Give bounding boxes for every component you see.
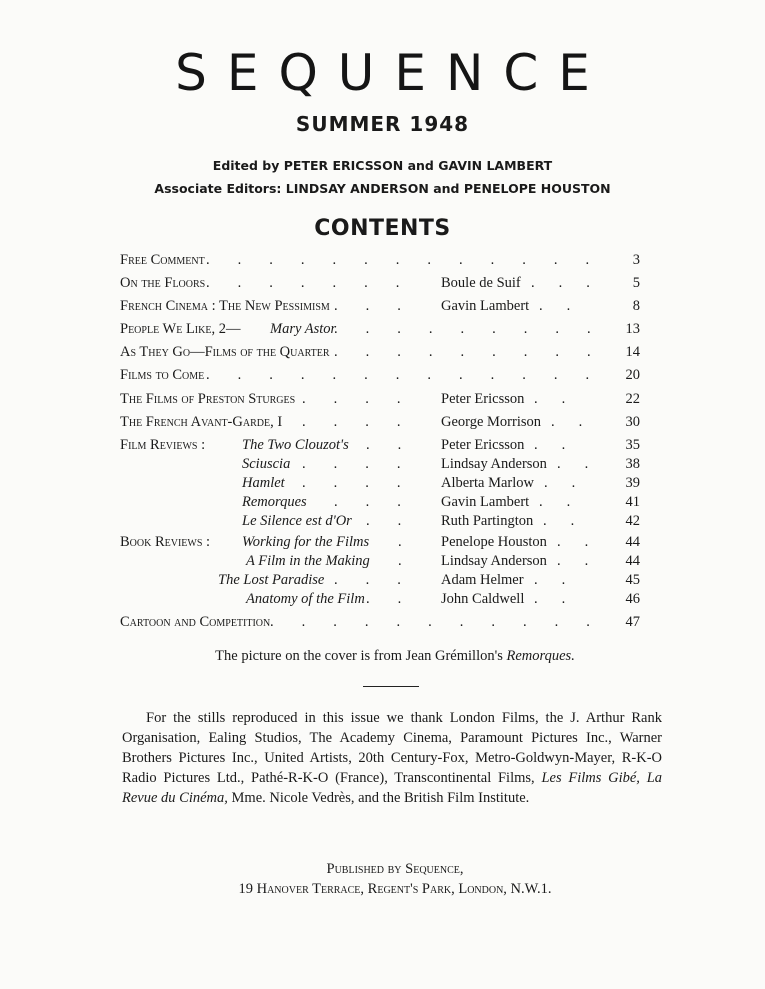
- toc-page-number: 3: [632, 252, 640, 268]
- toc-section-label: People We Like, 2—: [120, 321, 241, 337]
- toc-leader-dots: ..: [366, 591, 430, 607]
- cover-note: [0, 648, 765, 665]
- toc-row: [120, 591, 640, 611]
- toc-row: [120, 475, 640, 495]
- toc-work-title: A Film in the Making: [246, 553, 370, 569]
- acknowledgements-italic: Les Films Gibé, La Revue du Cinéma,: [122, 770, 663, 806]
- toc-page-number: 44: [625, 553, 640, 569]
- toc-author: Gavin Lambert: [441, 298, 530, 314]
- toc-author: Lindsay Anderson: [441, 553, 547, 569]
- toc-section-label: Book Reviews :: [120, 534, 211, 550]
- toc-work-title: Mary Astor: [270, 321, 337, 337]
- toc-leader-dots: .: [398, 534, 430, 550]
- toc-leader-dots: ....: [302, 414, 429, 430]
- toc-page-number: 5: [632, 275, 640, 291]
- toc-page-number: 20: [625, 367, 640, 383]
- toc-work-title: Le Silence est d'Or: [242, 513, 352, 529]
- toc-row: [120, 367, 640, 387]
- toc-leader-dots: ..: [551, 414, 607, 430]
- toc-leader-dots: ..: [539, 298, 595, 314]
- toc-leader-dots: ..: [557, 534, 613, 550]
- toc-leader-dots: .............: [206, 367, 618, 383]
- toc-row: [120, 252, 640, 272]
- publisher-line: Published by Sequence,: [326, 861, 464, 877]
- toc-author: Ruth Partington: [441, 513, 534, 529]
- toc-page-number: 14: [625, 344, 640, 360]
- toc-author: Gavin Lambert: [441, 494, 530, 510]
- toc-leader-dots: ..: [534, 437, 590, 453]
- toc-row: [120, 391, 640, 411]
- toc-author: Boule de Suif: [441, 275, 521, 291]
- toc-leader-dots: .........: [334, 321, 619, 337]
- toc-section-label: Film Reviews :: [120, 437, 206, 453]
- toc-leader-dots: ...........: [270, 614, 618, 630]
- toc-leader-dots: ..: [543, 513, 599, 529]
- toc-author: Alberta Marlow: [441, 475, 535, 491]
- toc-leader-dots: ..: [366, 437, 430, 453]
- editors-block: [0, 154, 765, 200]
- toc-leader-dots: .............: [206, 252, 618, 268]
- toc-work-title: Sciuscia: [242, 456, 291, 472]
- toc-leader-dots: ...: [334, 298, 429, 314]
- toc-section-label: The Films of Preston Sturges: [120, 391, 296, 407]
- cover-note-text: The picture on the cover is from Jean Grémillon's: [215, 648, 503, 664]
- toc-leader-dots: .........: [334, 344, 619, 360]
- toc-author: Penelope Houston: [441, 534, 547, 550]
- toc-author: George Morrison: [441, 414, 542, 430]
- toc-section-label: French Cinema : The New Pessimism: [120, 298, 330, 314]
- toc-page-number: 35: [625, 437, 640, 453]
- toc-page-number: 47: [625, 614, 640, 630]
- divider-rule: [363, 686, 419, 687]
- toc-section-label: The French Avant-Garde, I: [120, 414, 283, 430]
- toc-row: [120, 275, 640, 295]
- toc-row: [120, 534, 640, 554]
- publisher-address: 19 Hanover Terrace, Regent's Park, London, N.W.1.: [238, 881, 552, 897]
- toc-section-label: Films to Come: [120, 367, 205, 383]
- toc-page-number: 44: [625, 534, 640, 550]
- toc-leader-dots: ..: [534, 391, 590, 407]
- toc-leader-dots: ..: [534, 572, 590, 588]
- toc-section-label: As They Go—Films of the Quarter: [120, 344, 330, 360]
- toc-row: [120, 614, 640, 634]
- toc-section-label: Free Comment: [120, 252, 205, 268]
- toc-page-number: 30: [625, 414, 640, 430]
- toc-leader-dots: .: [398, 553, 430, 569]
- toc-leader-dots: ...: [531, 275, 614, 291]
- toc-leader-dots: ....: [302, 456, 429, 472]
- toc-page-number: 45: [625, 572, 640, 588]
- toc-row: [120, 414, 640, 434]
- toc-page-number: 8: [632, 298, 640, 314]
- toc-leader-dots: ....: [302, 475, 429, 491]
- toc-work-title: Anatomy of the Film: [246, 591, 365, 607]
- toc-page-number: 38: [625, 456, 640, 472]
- toc-leader-dots: .......: [206, 275, 428, 291]
- associate-editors-line: Associate Editors: LINDSAY ANDERSON and PENELOPE HOUSTON: [154, 181, 611, 196]
- toc-row: [120, 298, 640, 318]
- toc-author: Lindsay Anderson: [441, 456, 547, 472]
- toc-leader-dots: ..: [366, 513, 430, 529]
- publisher-block: [0, 859, 765, 899]
- toc-leader-dots: ..: [544, 475, 600, 491]
- toc-work-title: Working for the Films: [242, 534, 370, 550]
- toc-row: [120, 456, 640, 476]
- toc-leader-dots: ...: [334, 572, 429, 588]
- toc-author: Adam Helmer: [441, 572, 524, 588]
- toc-work-title: Hamlet: [242, 475, 285, 491]
- acknowledgements-text-end: Mme. Nicole Vedrès, and the British Film Institute.: [231, 790, 530, 806]
- toc-page-number: 22: [625, 391, 640, 407]
- toc-page-number: 39: [625, 475, 640, 491]
- cover-note-film-title: Remorques.: [506, 648, 575, 664]
- toc-leader-dots: ..: [557, 456, 613, 472]
- toc-leader-dots: ..: [557, 553, 613, 569]
- toc-row: [120, 321, 640, 341]
- toc-page-number: 13: [625, 321, 640, 337]
- toc-row: [120, 437, 640, 457]
- toc-author: John Caldwell: [441, 591, 525, 607]
- toc-page-number: 42: [625, 513, 640, 529]
- toc-author: Peter Ericsson: [441, 391, 525, 407]
- acknowledgements-paragraph: [122, 708, 662, 808]
- toc-row: [120, 513, 640, 533]
- issue-date: SUMMER 1948: [295, 112, 470, 136]
- toc-leader-dots: ..: [539, 494, 595, 510]
- toc-leader-dots: ....: [302, 391, 429, 407]
- toc-work-title: The Two Clouzot's: [242, 437, 349, 453]
- acknowledgements-text: For the stills reproduced in this issue we thank London Films, the J. Arthur Rank Organisation, Ealing Studios, The Academy Cinema, Paramount Pictures Inc., Warner Brothers Pictures Inc., United Artists, 20th Century-Fox, Metro-Goldwyn-Mayer, R-K-O Radio Pictures Ltd., Pathé-R-K-O (France), Transcontinental Films,: [122, 710, 662, 786]
- toc-row: [120, 553, 640, 573]
- toc-leader-dots: ..: [534, 591, 590, 607]
- toc-page-number: 41: [625, 494, 640, 510]
- toc-leader-dots: ...: [334, 494, 429, 510]
- toc-section-label: On the Floors: [120, 275, 206, 291]
- masthead: SEQUENCE: [175, 44, 610, 102]
- toc-author: Peter Ericsson: [441, 437, 525, 453]
- toc-work-title: Remorques: [242, 494, 307, 510]
- toc-section-label: Cartoon and Competition: [120, 614, 271, 630]
- toc-page-number: 46: [625, 591, 640, 607]
- toc-work-title: The Lost Paradise: [218, 572, 325, 588]
- contents-heading: CONTENTS: [314, 216, 451, 241]
- toc-row: [120, 344, 640, 364]
- toc-row: [120, 572, 640, 592]
- toc-row: [120, 494, 640, 514]
- editors-line: Edited by PETER ERICSSON and GAVIN LAMBERT: [212, 158, 553, 173]
